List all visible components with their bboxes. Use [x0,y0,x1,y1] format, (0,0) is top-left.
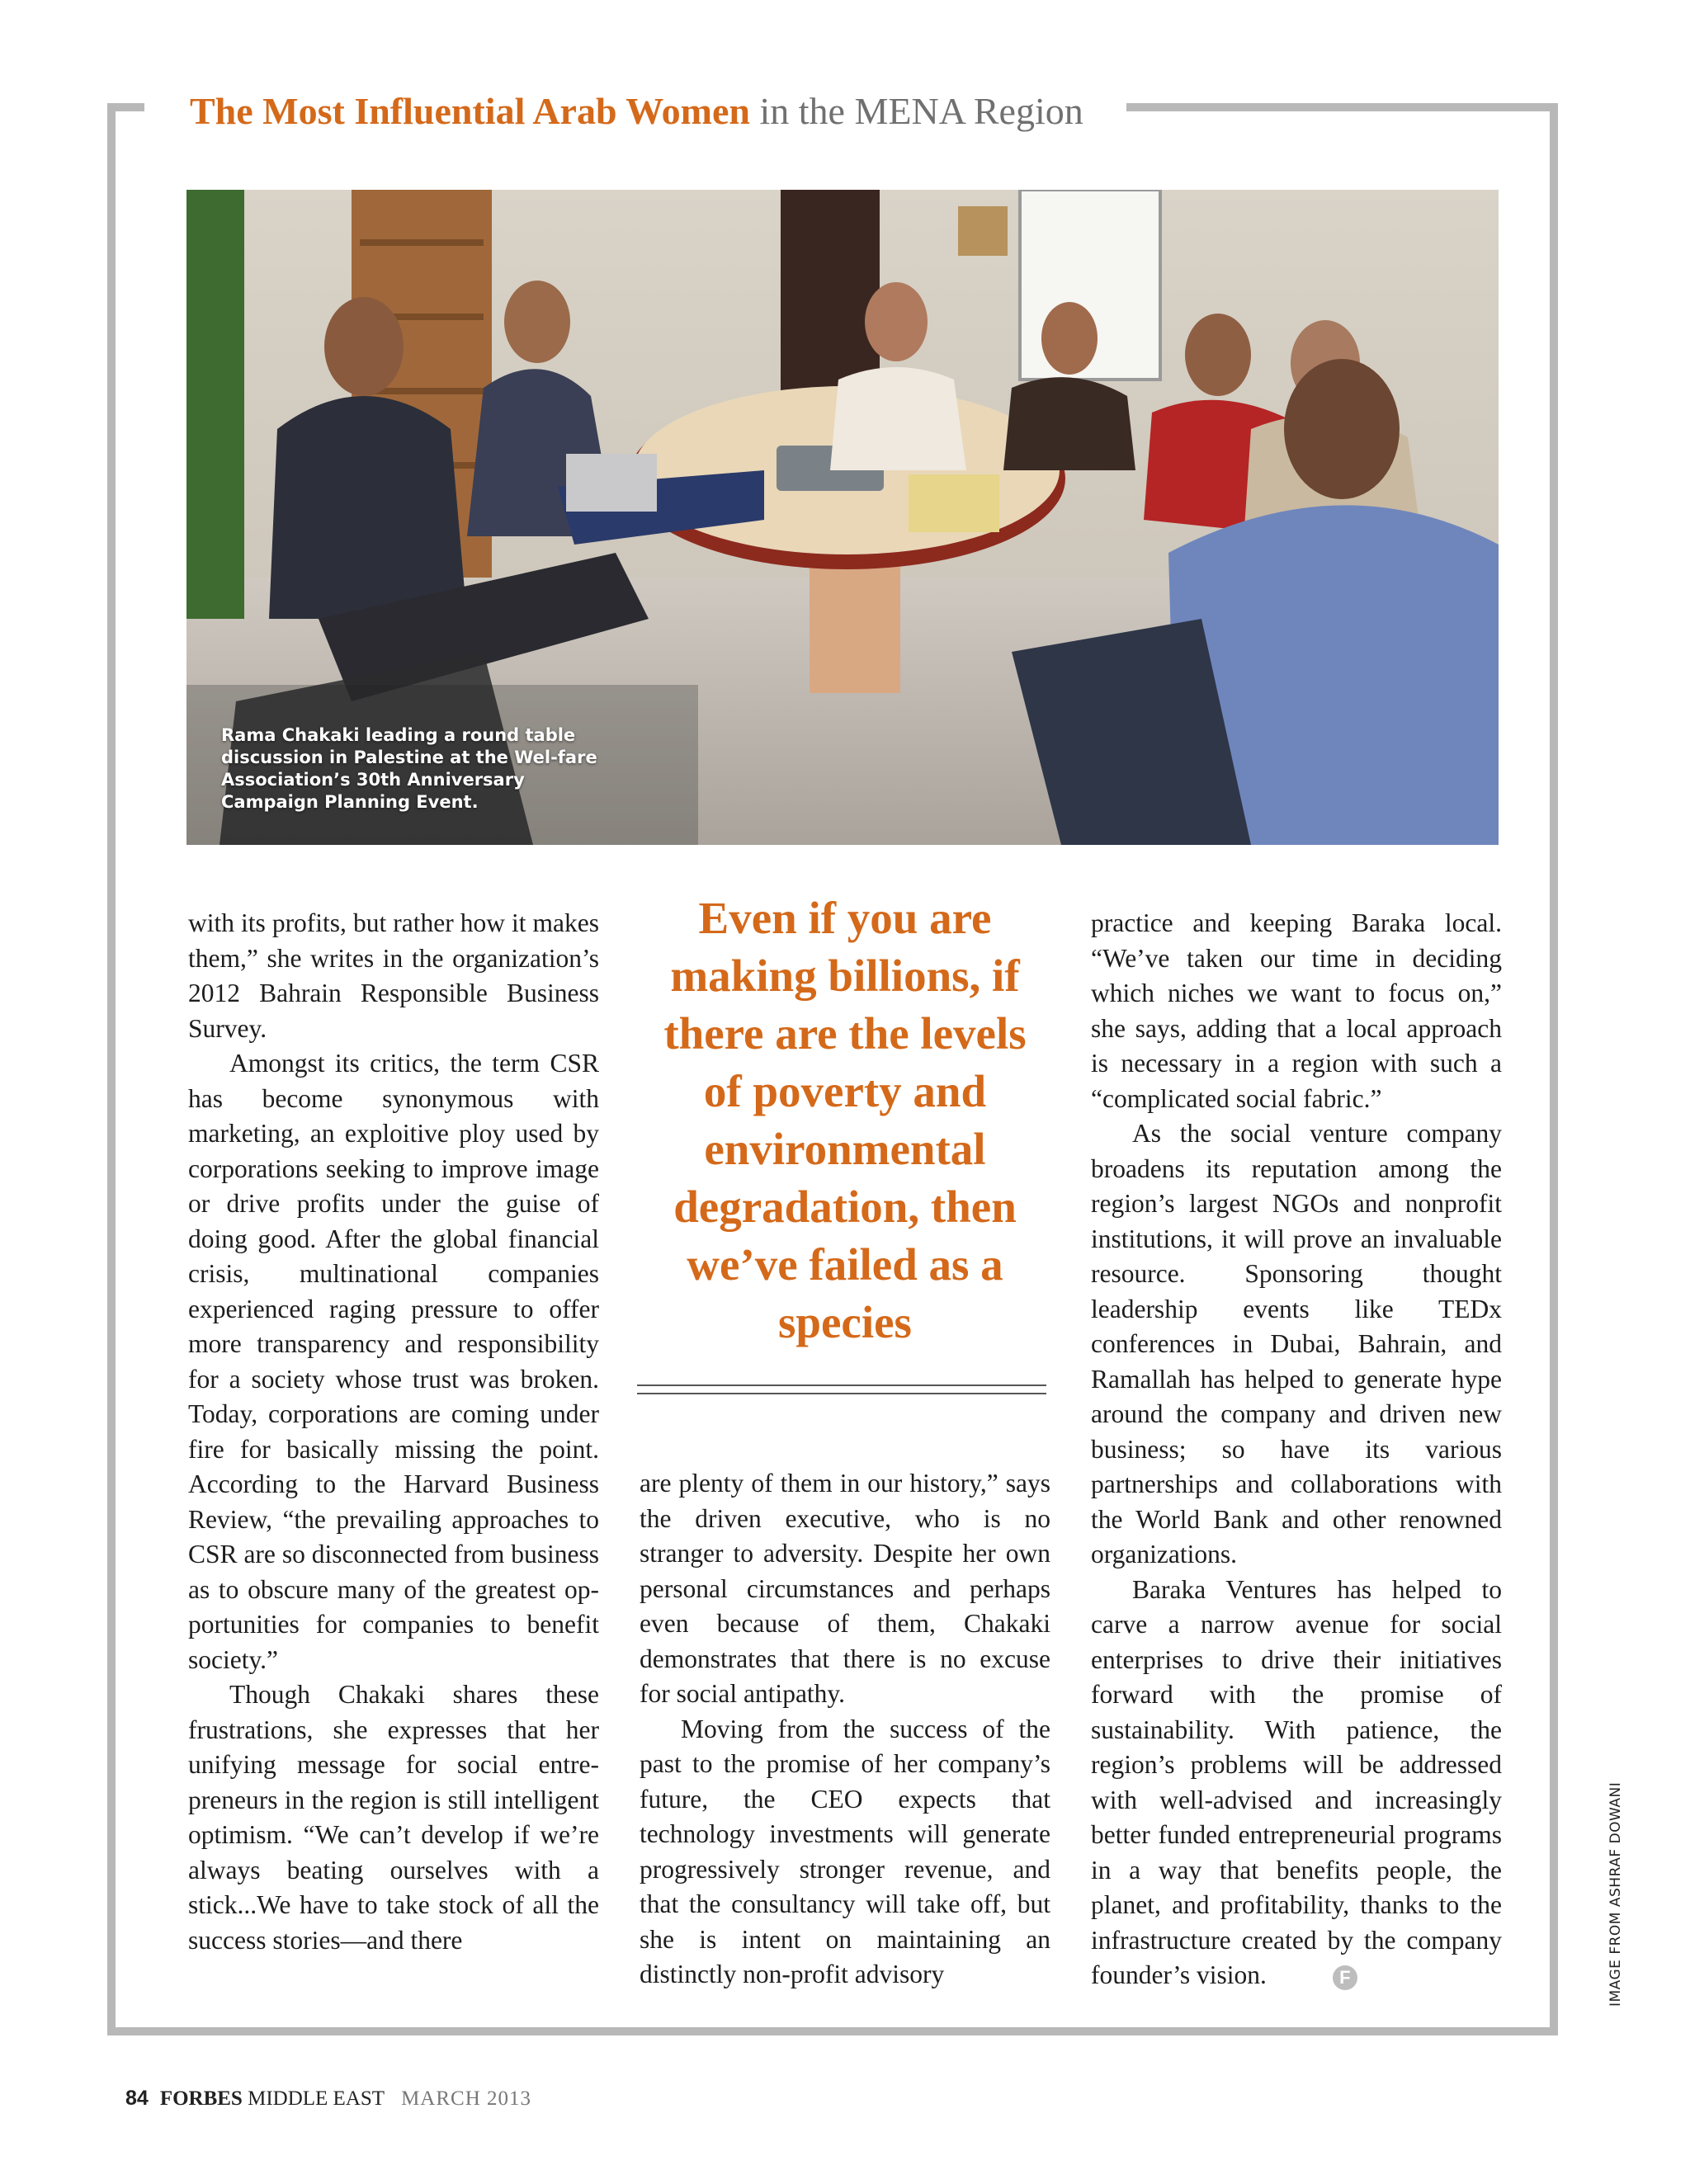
paragraph: with its profits, but rather how it makes them,” she writes in the organization’s 2012 Bahrain Responsible Business Survey. [188,908,599,1043]
pull-quote-rule [637,1384,1046,1394]
title-accent: The Most Influential Arab Women [190,90,750,132]
paragraph: As the social venture company broadens its reputation among the region’s largest NGOs and nonprofit institutions, it will prove an invaluable resource. Sponsoring thought leadership events like TEDx conferences in Dubai, Bahrain, and Ramallah has helped to generate hype around the company and driven new business; so have its various partnerships and collaborations with the World Bank and other renowned organizations. [1091,1119,1502,1568]
paragraph: Amongst its critics, the term CSR has become synonymous with marketing, an exploitive ploy used by corporations seeking to improve image or drive profits under the guise of doing good. After the global financial crisis, multinational companies experienced raging pressure to offer more transparency and responsibility for a society whose trust was broken. Today, corporations are coming under fire for basically missing the point. According to the Harvard Business Review, “the prevailing approaches to CSR are so disconnected from business as to obscure many of the greatest opportunities for companies to benefit society.” [188,1049,599,1674]
paragraph: are plenty of them in our history,” says the driven executive, who is no stranger to adversity. Despite her own personal circumstances and perhaps even because of them, Chakaki demonstrates that there is no excuse for social antipathy. [640,1469,1050,1708]
photo-credit: IMAGE FROM ASHRAF DOWANI [1607,1781,1624,2007]
paragraph: Though Chakaki shares these frustrations, she expresses that her unifying message for social entrepreneurs in the region is still intelligent optimism. “We can’t develop if we’re always beating ourselves with a stick...We have to take stock of all the success stories—and there [188,1680,599,1955]
pull-quote: Even if you are making billions, if there are the levels of poverty and environmental degradation, then we’ve failed as a species [663,893,1027,1347]
page-footer [125,2086,531,2111]
page-title [190,87,1083,136]
feature-photo [186,190,1499,845]
magazine-brand: FORBES [159,2087,243,2110]
article-column-2 [640,1466,1050,1993]
page-number: 84 [125,2087,149,2110]
article-column-1 [188,906,599,1958]
magazine-region: MIDDLE EAST [242,2087,385,2110]
article-column-3 [1091,906,1502,1993]
paragraph-text: Baraka Ventures has helped to carve a narrow avenue for social enterprises to drive their initiatives forward with the promise of sustainability. With patience, the region’s problems will be addressed with well-advised and increasingly better funded entrepreneurial programs in a way that benefits people, the planet, and profitability, thanks to the infrastructure created by the company founder’s vision. [1091,1574,1502,1989]
paragraph: practice and keeping Baraka local. “We’ve taken our time in deciding which niches we want to focus on,” she says, adding that a local approach is necessary in a region with such a “complicated social fabric.” [1091,908,1502,1113]
end-of-article-icon: F [1333,1965,1357,1990]
photo-caption: Rama Chakaki leading a round table discussion in Palestine at the Wel-fare Association’s 30th Anniversary Campaign Planning Event. [221,725,597,812]
issue-date: MARCH 2013 [401,2087,531,2110]
title-rest: in the MENA Region [750,90,1083,132]
paragraph: Moving from the success of the past to the promise of her company’s future, the CEO expects that technology investments will generate progressively stronger revenue, and that the consultancy will take off, but she is intent on maintaining an distinctly non-profit advisory [640,1714,1050,1988]
paragraph-final [1091,1573,1502,1993]
